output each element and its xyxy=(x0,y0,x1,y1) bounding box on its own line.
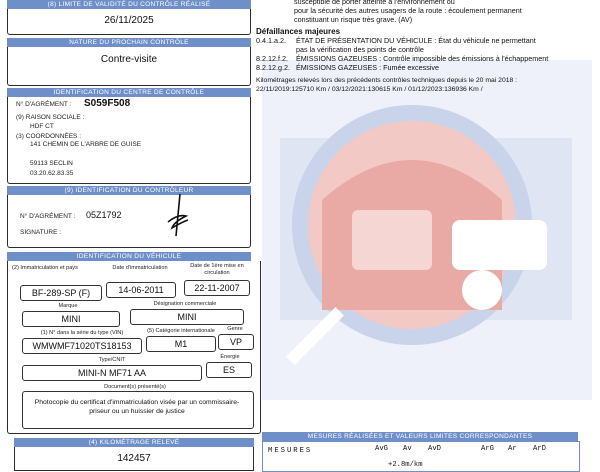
reg-date-value: 14-06-2011 xyxy=(106,282,176,298)
next-control-value: Contre-visite xyxy=(100,54,158,65)
centre-company-value: HDF CT xyxy=(30,123,54,130)
genre-label: Genre xyxy=(227,326,243,332)
energy-label: Énergie xyxy=(220,354,240,360)
measures-value: +2.8m/km xyxy=(388,461,423,469)
vehicle-header: IDENTIFICATION DU VÉHICULE xyxy=(7,252,251,261)
centre-agreement-label: N° D'AGRÉMENT : xyxy=(16,101,72,108)
mileage-header: (4) KILOMÉTRAGE RELEVÉ xyxy=(14,438,254,447)
docs-value: Photocopie du certificat d'immatriculation visée par un commissaire-priseur ou un huissier de justice xyxy=(34,399,240,415)
centre-coords-label: (3) COORDONNÉES : xyxy=(16,133,82,140)
centre-company-label: (9) RAISON SOCIALE : xyxy=(16,114,85,121)
defect-text: pas la vérification des points de contrôle xyxy=(296,45,424,54)
right-top-line: constituant un risque très grave. (AV) xyxy=(294,15,413,24)
commercial-value: MINI xyxy=(130,309,244,325)
mileage-value: 142457 xyxy=(117,453,151,464)
km-history: 22/11/2019:125710 Km / 03/12/2021:130615 Km / 01/12/2023:136936 Km / xyxy=(256,86,483,93)
signature-mark xyxy=(164,192,192,238)
reg-value: BF-289-SP (F) xyxy=(20,285,102,301)
measures-col: ArD xyxy=(533,445,546,453)
defects-title: Défaillances majeures xyxy=(256,27,341,36)
controller-box xyxy=(7,195,251,248)
defect-text: ÉMISSIONS GAZEUSES : Contrôle impossible des émissions à l'échappement xyxy=(296,54,549,63)
docs-label: Document(s) présenté(s) xyxy=(104,384,166,390)
category-label: (5) Catégorie internationale xyxy=(147,328,215,334)
validity-header: (8) LIMITE DE VALIDITÉ DU CONTRÔLE RÉALISÉ xyxy=(7,0,251,9)
centre-agreement-value: S059F508 xyxy=(84,98,131,109)
centre-header: IDENTIFICATION DU CENTRE DE CONTRÔLE xyxy=(7,88,251,97)
vin-value: WMWMF71020TS18153 xyxy=(22,338,142,354)
validity-date: 26/11/2025 xyxy=(104,15,154,26)
brand-label: Marque xyxy=(58,303,78,309)
controller-agreement-label: N° D'AGRÉMENT : xyxy=(20,213,76,220)
commercial-label: Désignation commerciale xyxy=(153,301,217,307)
centre-address-line2: 59113 SECLIN xyxy=(30,160,73,167)
brand-value: MINI xyxy=(22,311,120,327)
defect-text: ÉTAT DE PRÉSENTATION DU VÉHICULE : État du véhicule ne permettant xyxy=(296,36,536,45)
controller-signature-label: SIGNATURE : xyxy=(20,229,62,236)
measures-header: MESURES RÉALISÉES ET VALEURS LIMITES CORRESPONDANTES xyxy=(262,432,578,441)
reg-date-label: Date d'immatriculation xyxy=(112,265,168,271)
centre-address-line1: 141 CHEMIN DE L'ARBRE DE GUISE xyxy=(30,141,142,148)
right-top-line: pour la sécurité des autres usagers de la route : écoulement permanent xyxy=(294,6,522,15)
defect-text: ÉMISSIONS GAZEUSES : Fumée excessive xyxy=(296,63,439,72)
km-history: Kilométrages relevés lors des précédents contrôles techniques depuis le 20 mai 2018 : xyxy=(256,77,518,84)
category-value: M1 xyxy=(146,336,216,352)
defect-code: 8.2.12.f.2. xyxy=(256,54,288,63)
measures-col: AvG xyxy=(375,445,388,453)
measures-col: Av xyxy=(403,445,412,453)
type-label: Type/CNIT xyxy=(98,357,126,363)
measures-col: Ar xyxy=(508,445,517,453)
first-date-value: 22-11-2007 xyxy=(184,280,250,296)
next-control-box xyxy=(7,47,251,86)
genre-value: VP xyxy=(218,334,254,350)
type-value: MINI-N MF71 AA xyxy=(22,365,202,381)
defect-code: 0.4.1.a.2. xyxy=(256,36,286,45)
measures-col: ArG xyxy=(481,445,494,453)
vin-label: (1) N° dans la série du type (VIN) xyxy=(40,330,124,336)
measures-title: MESURES xyxy=(268,447,313,455)
next-control-header: NATURE DU PROCHAIN CONTRÔLE xyxy=(7,38,251,47)
controller-agreement-value: 05Z1792 xyxy=(86,210,122,220)
controller-header: (9) IDENTIFICATION DU CONTRÔLEUR xyxy=(7,186,251,195)
watermark-car-magnifier xyxy=(262,60,592,400)
reg-label: (2) Immatriculation et pays xyxy=(12,265,78,271)
centre-phone: 03.20.62.83.35 xyxy=(30,170,74,177)
energy-value: ES xyxy=(206,362,252,378)
measures-col: AvD xyxy=(428,445,441,453)
right-top-line: susceptible de porter atteinte à l'environnement ou xyxy=(294,0,455,6)
defect-code: 8.2.12.g.2. xyxy=(256,63,290,72)
first-date-label: Date de 1ère mise en circulation xyxy=(190,263,244,276)
